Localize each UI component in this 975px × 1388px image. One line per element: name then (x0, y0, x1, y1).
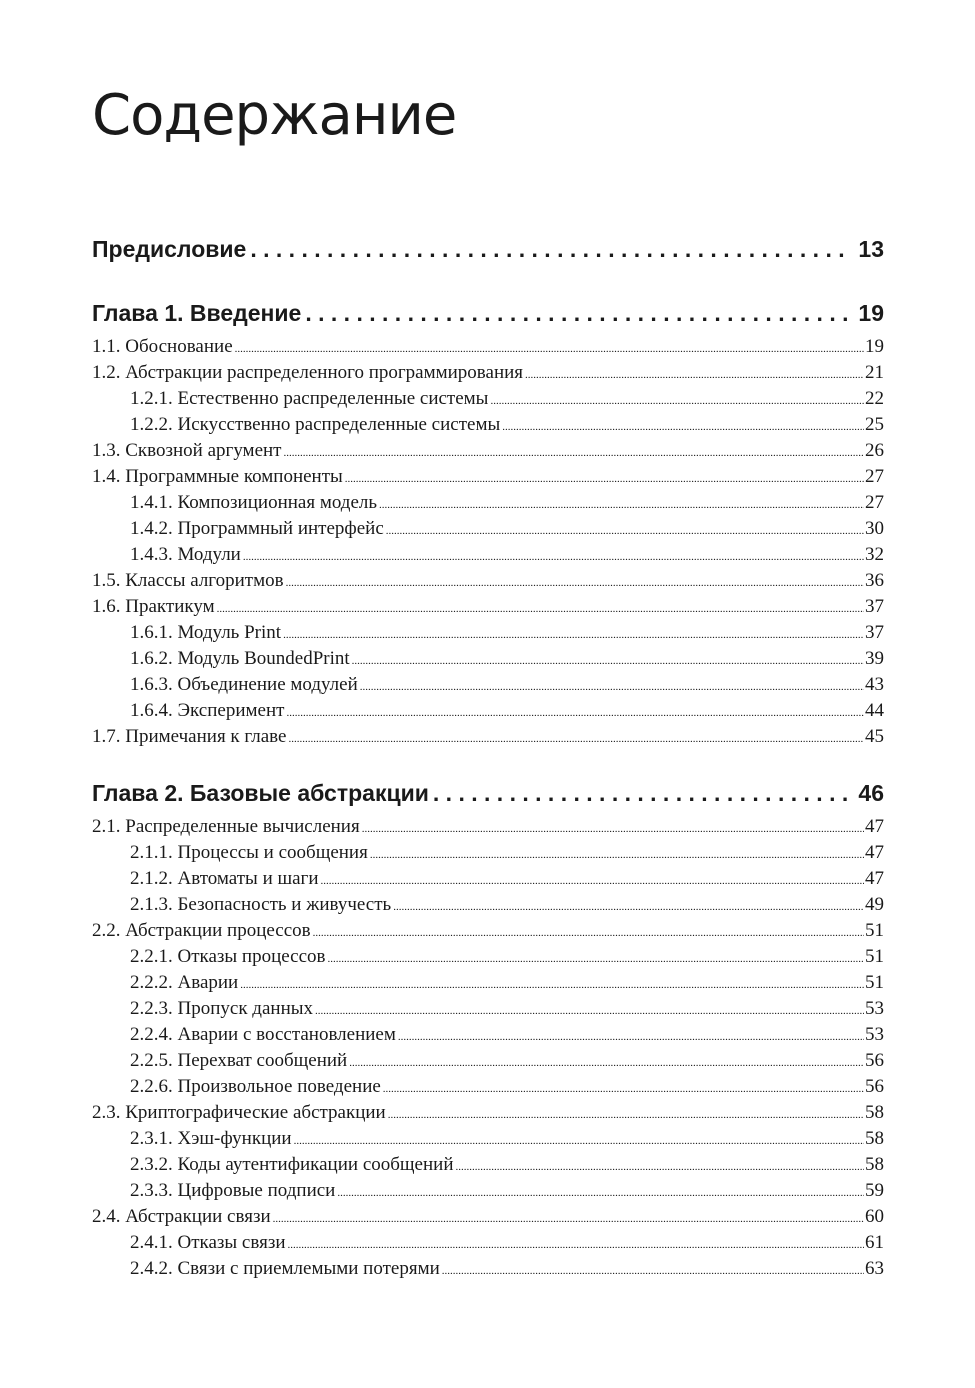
toc-chapter-label: Глава 2. Базовые абстракции (92, 780, 429, 806)
toc-section-entry[interactable] (92, 726, 884, 752)
toc-entry-label: 1.5. Классы алгоритмов (92, 570, 284, 591)
toc-entry-page: 45 (865, 726, 884, 747)
toc-leader-dots (315, 1005, 864, 1017)
toc-entry-label: 1.2.1. Естественно распределенные системы (130, 388, 489, 409)
toc-entry-page: 37 (865, 596, 884, 617)
toc-subsection-entry[interactable] (92, 894, 884, 920)
toc-section-entry[interactable] (92, 816, 884, 842)
toc-section-entry[interactable] (92, 1102, 884, 1128)
toc-entry-page: 53 (865, 1024, 884, 1045)
toc-leader-dots (370, 849, 864, 861)
toc-entry-label: 2.2.4. Аварии с восстановлением (130, 1024, 396, 1045)
toc-entry-label: 2.2. Абстракции процессов (92, 920, 311, 941)
toc-chapter-page: 19 (858, 300, 884, 326)
toc-entry-page: 39 (865, 648, 884, 669)
toc-leader-dots (288, 1239, 865, 1251)
toc-entry-page: 47 (865, 842, 884, 863)
toc-leader-dots (305, 300, 850, 327)
toc-entry-page: 53 (865, 998, 884, 1019)
toc-subsection-entry[interactable] (92, 1050, 884, 1076)
toc-subsection-entry[interactable] (92, 414, 884, 440)
toc-leader-dots (388, 1109, 864, 1121)
toc-leader-dots (383, 1083, 864, 1095)
toc-entry-label: 2.1.2. Автоматы и шаги (130, 868, 319, 889)
toc-chapter-page: 13 (858, 236, 884, 262)
toc-entry-page: 58 (865, 1102, 884, 1123)
toc-leader-dots (490, 395, 864, 407)
toc-entry-page: 30 (865, 518, 884, 539)
toc-entry-label: 1.6.3. Объединение модулей (130, 674, 358, 695)
toc-leader-dots (250, 236, 850, 263)
toc-entry-label: 1.2.2. Искусственно распределенные системы (130, 414, 501, 435)
toc-leader-dots (294, 1135, 864, 1147)
toc-leader-dots (360, 681, 864, 693)
toc-entry-label: 1.4.3. Модули (130, 544, 241, 565)
toc-entry-page: 51 (865, 946, 884, 967)
toc-entry-label: 2.1.1. Процессы и сообщения (130, 842, 368, 863)
toc-entry-page: 60 (865, 1206, 884, 1227)
toc-leader-dots (284, 447, 865, 459)
toc-entry-label: 1.6.2. Модуль BoundedPrint (130, 648, 350, 669)
toc-entry-label: 1.4. Программные компоненты (92, 466, 343, 487)
toc-entry-label: 1.6. Практикум (92, 596, 215, 617)
toc-subsection-entry[interactable] (92, 622, 884, 648)
toc-leader-dots (240, 979, 864, 991)
toc-entry-page: 47 (865, 868, 884, 889)
toc-entry-page: 56 (865, 1076, 884, 1097)
toc-section-entry[interactable] (92, 570, 884, 596)
toc-entry-label: 1.4.1. Композиционная модель (130, 492, 378, 513)
toc-entry-label: 2.2.5. Перехват сообщений (130, 1050, 348, 1071)
toc-leader-dots (379, 499, 864, 511)
toc-subsection-entry[interactable] (92, 518, 884, 544)
toc-section-entry[interactable] (92, 1206, 884, 1232)
toc-entry-label: 1.6.1. Модуль Print (130, 622, 282, 643)
toc-entry-page: 27 (865, 466, 884, 487)
toc-leader-dots (502, 421, 864, 433)
toc-leader-dots (321, 875, 864, 887)
toc-entry-page: 49 (865, 894, 884, 915)
toc-leader-dots (273, 1213, 864, 1225)
toc-leader-dots (286, 577, 864, 589)
toc-entry-label: 1.2. Абстракции распределенного программирования (92, 362, 524, 383)
toc-leader-dots (352, 655, 864, 667)
toc-entry-page: 36 (865, 570, 884, 591)
toc-entry-page: 43 (865, 674, 884, 695)
toc-entry-label: 2.3.3. Цифровые подписи (130, 1180, 336, 1201)
toc-leader-dots (328, 953, 864, 965)
toc-entry-label: 2.3.2. Коды аутентификации сообщений (130, 1154, 454, 1175)
toc-entry-page: 58 (865, 1154, 884, 1175)
toc-subsection-entry[interactable] (92, 972, 884, 998)
toc-entry-label: 2.4.2. Связи с приемлемыми потерями (130, 1258, 440, 1279)
toc-entry-page: 47 (865, 816, 884, 837)
toc-entry-page: 44 (865, 700, 884, 721)
toc-entry-label: 1.7. Примечания к главе (92, 726, 287, 747)
toc-subsection-entry[interactable] (92, 388, 884, 414)
toc-subsection-entry[interactable] (92, 1076, 884, 1102)
toc-entry-page: 26 (865, 440, 884, 461)
toc-entry-page: 19 (865, 336, 884, 357)
toc-entry-page: 56 (865, 1050, 884, 1071)
toc-section-entry[interactable] (92, 596, 884, 622)
toc-chapter-heading[interactable] (92, 780, 884, 816)
toc-entry-label: 2.2.1. Отказы процессов (130, 946, 326, 967)
toc-subsection-entry[interactable] (92, 492, 884, 518)
toc-chapter-heading[interactable] (92, 236, 884, 272)
toc-subsection-entry[interactable] (92, 998, 884, 1024)
toc-subsection-entry[interactable] (92, 868, 884, 894)
toc-subsection-entry[interactable] (92, 842, 884, 868)
toc-chapter-label: Предисловие (92, 236, 247, 262)
toc-subsection-entry[interactable] (92, 1180, 884, 1206)
toc-subsection-entry[interactable] (92, 1232, 884, 1258)
toc-entry-label: 2.3. Криптографические абстракции (92, 1102, 386, 1123)
toc-section-entry[interactable] (92, 336, 884, 362)
toc-section-entry[interactable] (92, 362, 884, 388)
toc-leader-dots (288, 733, 864, 745)
toc-subsection-entry[interactable] (92, 1154, 884, 1180)
toc-leader-dots (235, 343, 864, 355)
toc-entry-label: 1.4.2. Программный интерфейс (130, 518, 384, 539)
toc-entry-label: 2.2.3. Пропуск данных (130, 998, 314, 1019)
toc-leader-dots (286, 707, 864, 719)
toc-leader-dots (345, 473, 864, 485)
toc-section-entry[interactable] (92, 440, 884, 466)
toc-entry-page: 51 (865, 972, 884, 993)
toc-leader-dots (283, 629, 864, 641)
toc-entry-page: 32 (865, 544, 884, 565)
toc-leader-dots (243, 551, 864, 563)
toc-entry-page: 22 (865, 388, 884, 409)
toc-leader-dots (433, 780, 851, 807)
toc-subsection-entry[interactable] (92, 700, 884, 726)
toc-leader-dots (398, 1031, 864, 1043)
toc-entry-label: 2.1. Распределенные вычисления (92, 816, 360, 837)
toc-subsection-entry[interactable] (92, 1128, 884, 1154)
toc-entry-page: 59 (865, 1180, 884, 1201)
toc-entry-label: 2.2.6. Произвольное поведение (130, 1076, 381, 1097)
toc-entry-label: 2.3.1. Хэш-функции (130, 1128, 292, 1149)
page-title: Содержание (92, 83, 457, 148)
toc-entry-page: 21 (865, 362, 884, 383)
toc-chapter-heading[interactable] (92, 300, 884, 336)
toc-entry-page: 58 (865, 1128, 884, 1149)
toc-entry-label: 2.4. Абстракции связи (92, 1206, 271, 1227)
toc-section-entry[interactable] (92, 920, 884, 946)
toc-subsection-entry[interactable] (92, 674, 884, 700)
toc-entry-page: 61 (865, 1232, 884, 1253)
toc-subsection-entry[interactable] (92, 946, 884, 972)
toc-leader-dots (349, 1057, 864, 1069)
toc-entry-label: 1.1. Обоснование (92, 336, 233, 357)
toc-section-entry[interactable] (92, 466, 884, 492)
toc-entry-page: 37 (865, 622, 884, 643)
toc-leader-dots (362, 823, 864, 835)
toc-entry-page: 51 (865, 920, 884, 941)
toc-chapter-page: 46 (858, 780, 884, 806)
toc-leader-dots (442, 1265, 864, 1277)
toc-subsection-entry[interactable] (92, 1258, 884, 1284)
toc-leader-dots (386, 525, 864, 537)
toc-subsection-entry[interactable] (92, 544, 884, 570)
toc-subsection-entry[interactable] (92, 648, 884, 674)
toc-subsection-entry[interactable] (92, 1024, 884, 1050)
toc-leader-dots (337, 1187, 864, 1199)
toc-leader-dots (455, 1161, 864, 1173)
toc-entry-page: 27 (865, 492, 884, 513)
toc-entry-page: 63 (865, 1258, 884, 1279)
toc-entry-label: 2.4.1. Отказы связи (130, 1232, 286, 1253)
toc-chapter-label: Глава 1. Введение (92, 300, 302, 326)
toc-leader-dots (217, 603, 864, 615)
table-of-contents (92, 236, 884, 1284)
toc-entry-label: 1.6.4. Эксперимент (130, 700, 285, 721)
toc-entry-label: 1.3. Сквозной аргумент (92, 440, 282, 461)
toc-leader-dots (313, 927, 864, 939)
toc-entry-label: 2.2.2. Аварии (130, 972, 239, 993)
toc-entry-label: 2.1.3. Безопасность и живучесть (130, 894, 392, 915)
toc-leader-dots (393, 901, 864, 913)
toc-entry-page: 25 (865, 414, 884, 435)
toc-leader-dots (525, 369, 864, 381)
